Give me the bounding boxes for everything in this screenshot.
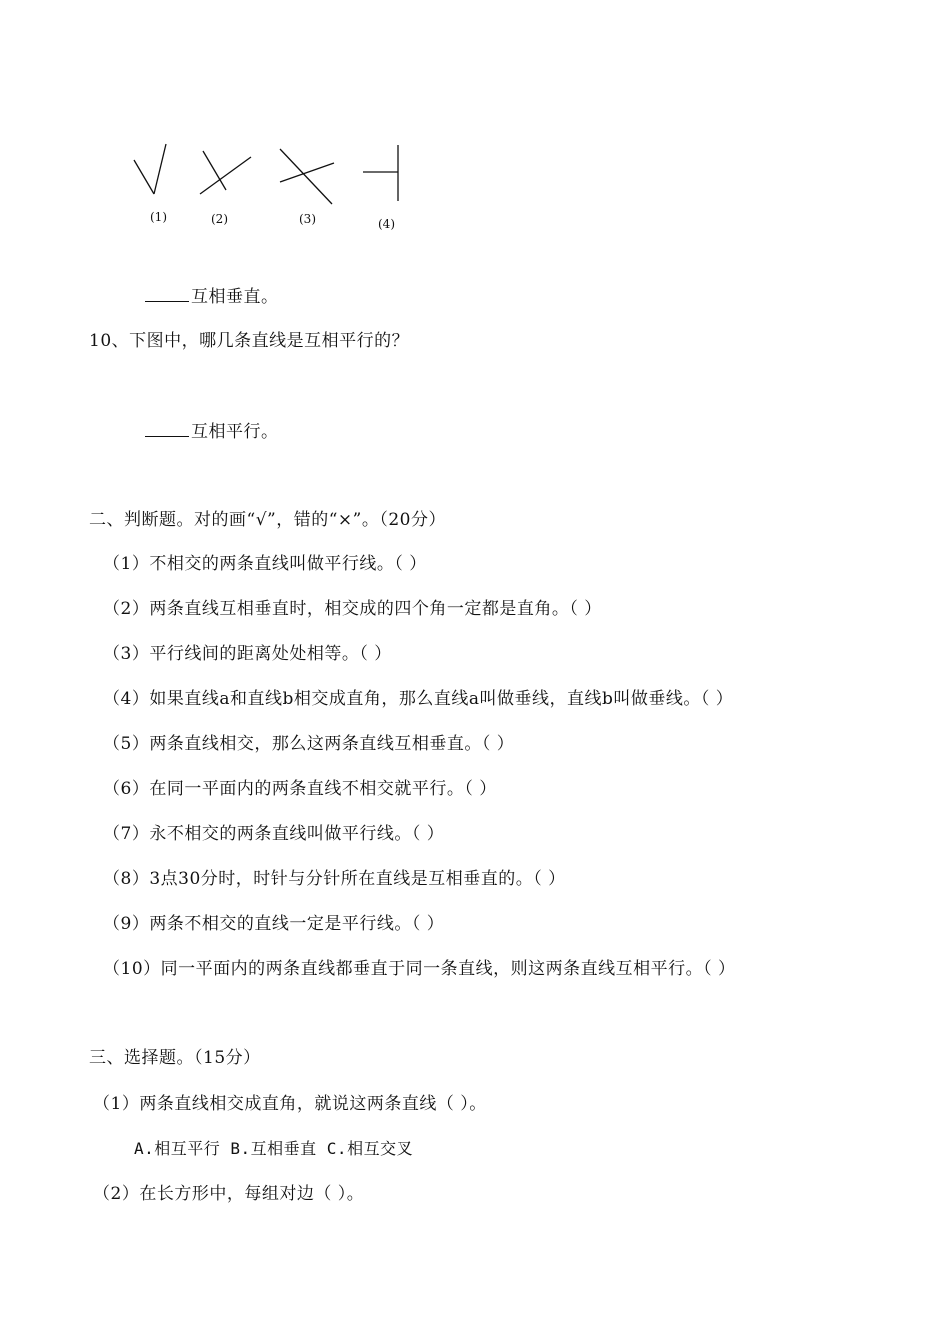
section2-heading: 二、判断题。对的画“√”，错的“×”。（20分）	[89, 510, 446, 530]
q10-answer-line	[145, 420, 279, 443]
q9-answer-line	[145, 285, 279, 308]
figure-label-4: (4)	[378, 217, 395, 231]
figure-3-line-a	[280, 149, 332, 204]
section3-question-1-options: A.相互平行 B.互相垂直 C.相互交叉	[134, 1139, 414, 1158]
section3-heading: 三、选择题。（15分）	[89, 1048, 261, 1068]
section2-item-7: （7）永不相交的两条直线叫做平行线。（ ）	[103, 824, 445, 844]
figure-label-3: (3)	[299, 212, 316, 226]
section2-item-9: （9）两条不相交的直线一定是平行线。（ ）	[103, 914, 445, 934]
q9-answer-blank[interactable]	[145, 285, 189, 302]
section2-item-6: （6）在同一平面内的两条直线不相交就平行。（ ）	[103, 779, 497, 799]
section3-question-1: （1）两条直线相交成直角，就说这两条直线（ ）。	[93, 1094, 487, 1114]
q10-answer-suffix: 互相平行。	[191, 422, 279, 442]
q9-answer-suffix: 互相垂直。	[191, 287, 279, 307]
section2-item-4: （4）如果直线a和直线b相交成直角，那么直线a叫做垂线，直线b叫做垂线。（ ）	[103, 689, 734, 709]
figure-label-1: (1)	[150, 210, 167, 224]
figure-1-line-b	[154, 144, 166, 194]
figure-1-line-a	[134, 160, 154, 194]
section3-question-2: （2）在长方形中，每组对边（ ）。	[93, 1184, 365, 1204]
section2-item-3: （3）平行线间的距离处处相等。（ ）	[103, 644, 392, 664]
section2-item-2: （2）两条直线互相垂直时，相交成的四个角一定都是直角。（ ）	[103, 599, 602, 619]
q10-answer-blank[interactable]	[145, 420, 189, 437]
section2-item-10: （10）同一平面内的两条直线都垂直于同一条直线，则这两条直线互相平行。（ ）	[103, 959, 736, 979]
section2-item-5: （5）两条直线相交，那么这两条直线互相垂直。（ ）	[103, 734, 515, 754]
figure-label-2: (2)	[211, 212, 228, 226]
figure-3-line-b	[280, 163, 334, 182]
q10-question: 10、下图中，哪几条直线是互相平行的？	[89, 331, 410, 351]
section2-item-1: （1）不相交的两条直线叫做平行线。（ ）	[103, 554, 427, 574]
line-figures	[0, 0, 950, 260]
section2-item-8: （8）3点30分时，时针与分针所在直线是互相垂直的。（ ）	[103, 869, 566, 889]
